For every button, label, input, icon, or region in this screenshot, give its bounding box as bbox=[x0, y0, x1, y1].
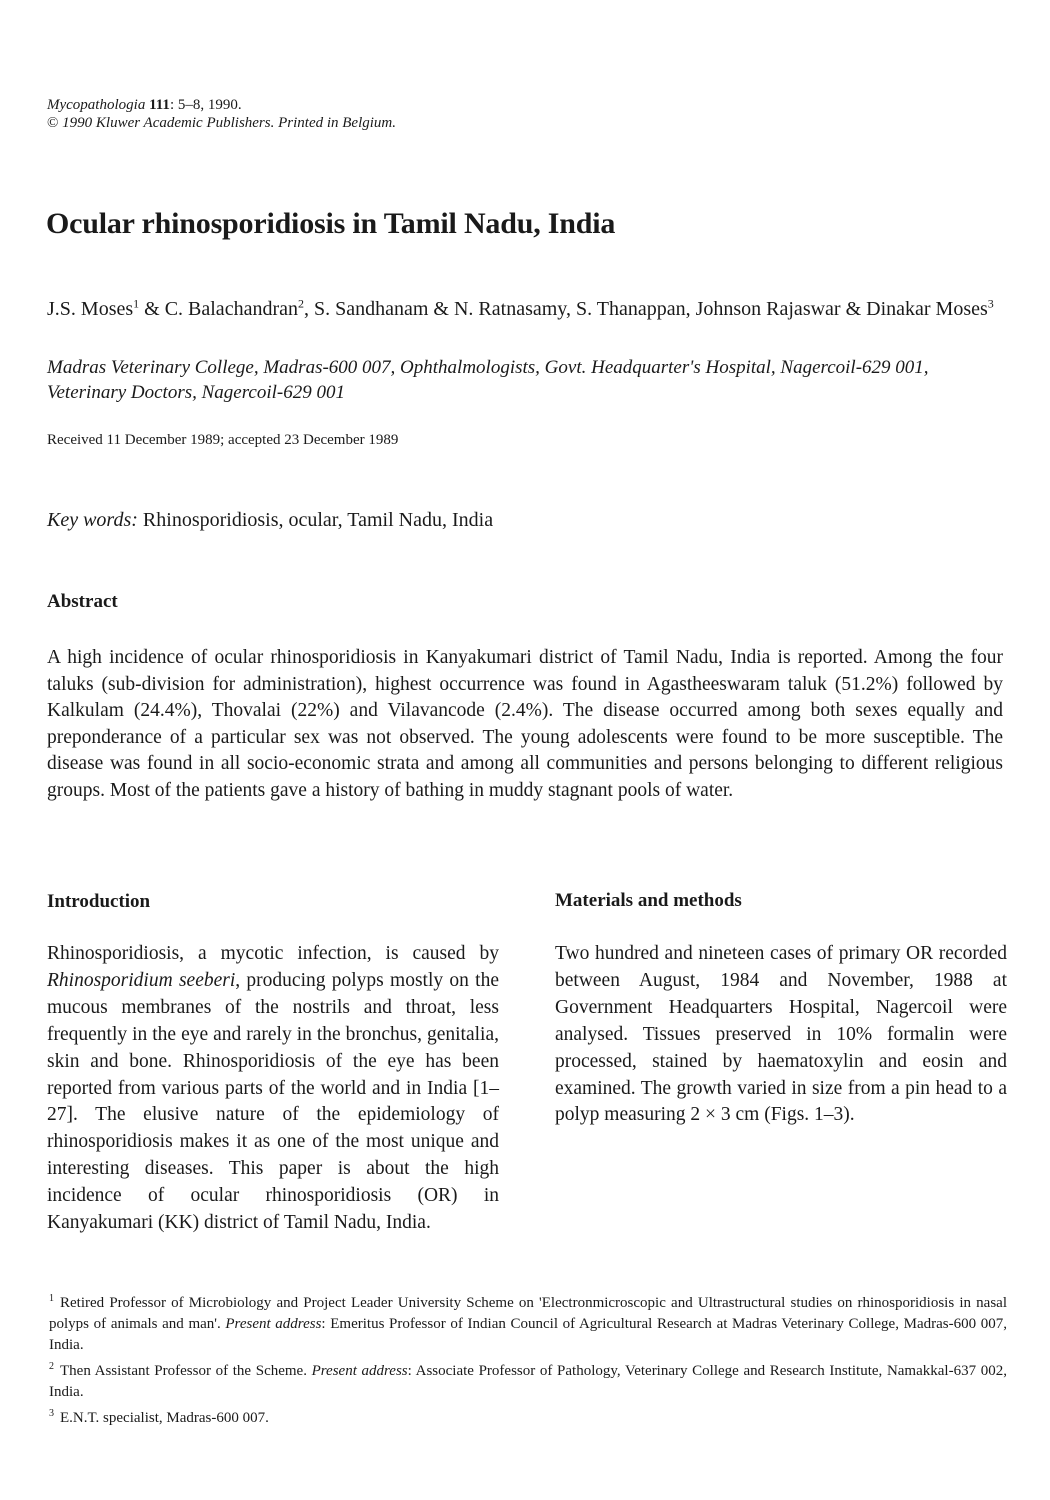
author-footnote-marker: 2 bbox=[297, 296, 304, 311]
author-list bbox=[47, 297, 1007, 322]
footnote-text: : Associate Professor of Pathology, Veterinary College and Research Institute, Namakkal-637 002, India. bbox=[49, 1363, 1007, 1400]
footnote-text: : Emeritus Professor of Indian Council of Agricultural Research at Madras Veterinary College, Madras-600 007, India. bbox=[49, 1316, 1007, 1353]
introduction-heading: Introduction bbox=[47, 891, 151, 912]
footnote-3 bbox=[49, 1403, 1007, 1429]
footnote-text: Retired Professor of Microbiology and Project Leader University Scheme on 'Electronmicroscopic and Ultrastructural studies on rhinosporidiosis in nasal polyps of animals and man'. bbox=[49, 1295, 1007, 1332]
received-dates: Received 11 December 1989; accepted 23 December 1989 bbox=[47, 432, 399, 448]
footnote-label: Present address bbox=[225, 1316, 322, 1332]
affiliation: Madras Veterinary College, Madras-600 007, Ophthalmologists, Govt. Headquarter's Hospital, Nagercoil-629 001, Veterinary Doctors, Nagercoil-629 001 bbox=[47, 357, 929, 403]
methods-heading: Materials and methods bbox=[555, 890, 742, 911]
keywords bbox=[47, 509, 493, 532]
journal-name: Mycopathologia bbox=[47, 97, 146, 113]
copyright-line bbox=[47, 114, 396, 132]
introduction-text-part: , producing polyps mostly on the mucous membranes of the nostrils and throat, less frequently in the eye and rarely in the bronchus, genitalia, skin and bone. Rhinosporidiosis of the eye has been reported from various parts of the world and in India [1–27]. The elusive nature of the epidemiology of rhinosporidiosis makes it as one of the most unique and interesting diseases. This paper is about the high incidence of ocular rhinosporidiosis (OR) in Kanyakumari (KK) district of Tamil Nadu, India. bbox=[47, 969, 499, 1234]
journal-volume: 111 bbox=[149, 97, 170, 113]
keywords-label: Key words: bbox=[47, 509, 138, 531]
author-text: , S. Sandhanam & N. Ratnasamy, S. Thanappan, Johnson Rajaswar & Dinakar Moses bbox=[303, 298, 988, 320]
footnote-label: Present address bbox=[311, 1363, 408, 1379]
abstract-heading: Abstract bbox=[47, 591, 118, 612]
species-name: Rhinosporidium seeberi bbox=[47, 969, 236, 991]
journal-header bbox=[47, 96, 396, 132]
journal-citation bbox=[47, 96, 396, 114]
introduction-text-part: Rhinosporidiosis, a mycotic infection, is caused by bbox=[47, 943, 499, 964]
author-footnote-marker: 1 bbox=[133, 296, 140, 311]
author-text: J.S. Moses bbox=[47, 298, 134, 320]
footnote-marker: 1 bbox=[49, 1293, 54, 1304]
footnotes bbox=[49, 1288, 1007, 1429]
footnote-text: Then Assistant Professor of the Scheme. bbox=[60, 1363, 312, 1379]
keywords-text: Rhinosporidiosis, ocular, Tamil Nadu, India bbox=[142, 509, 494, 531]
methods-text: Two hundred and nineteen cases of primary OR recorded between August, 1984 and November, 1988 at Government Headquarters Hospital, Nagercoil were analysed. Tissues preserved in 10% formalin were processed, stained by haematoxylin and eosin and examined. The growth varied in size from a pin head to a polyp measuring 2 × 3 cm (Figs. 1–3). bbox=[555, 943, 1007, 1126]
journal-pages: : 5–8, 1990. bbox=[169, 97, 242, 113]
abstract-text: A high incidence of ocular rhinosporidiosis in Kanyakumari district of Tamil Nadu, India is reported. Among the four taluks (sub-division for administration), highest occurrence was found in Agastheeswaram taluk (51.2%) followed by Kalkulam (24.4%), Thovalai (22%) and Vilavancode (2.4%). The disease occurred among both sexes equally and preponderance of a particular sex was not observed. The young adolescents were found to be more susceptible. The disease was found in all socio-economic strata and among all communities and persons belonging to different religious groups. Most of the patients gave a history of bathing in muddy stagnant pools of water. bbox=[47, 647, 1003, 801]
footnote-2 bbox=[49, 1356, 1007, 1403]
copyright-text: 1990 Kluwer Academic Publishers. Printed in Belgium. bbox=[62, 115, 397, 131]
copyright-symbol: © bbox=[47, 115, 59, 131]
introduction-text bbox=[47, 941, 499, 1237]
footnote-marker: 3 bbox=[49, 1408, 54, 1419]
paper-title: Ocular rhinosporidiosis in Tamil Nadu, India bbox=[46, 207, 616, 240]
author-text: & C. Balachandran bbox=[139, 298, 298, 320]
footnote-1 bbox=[49, 1288, 1007, 1356]
footnote-marker: 2 bbox=[49, 1361, 54, 1372]
author-footnote-marker: 3 bbox=[987, 296, 994, 311]
footnote-text: E.N.T. specialist, Madras-600 007. bbox=[60, 1410, 269, 1426]
